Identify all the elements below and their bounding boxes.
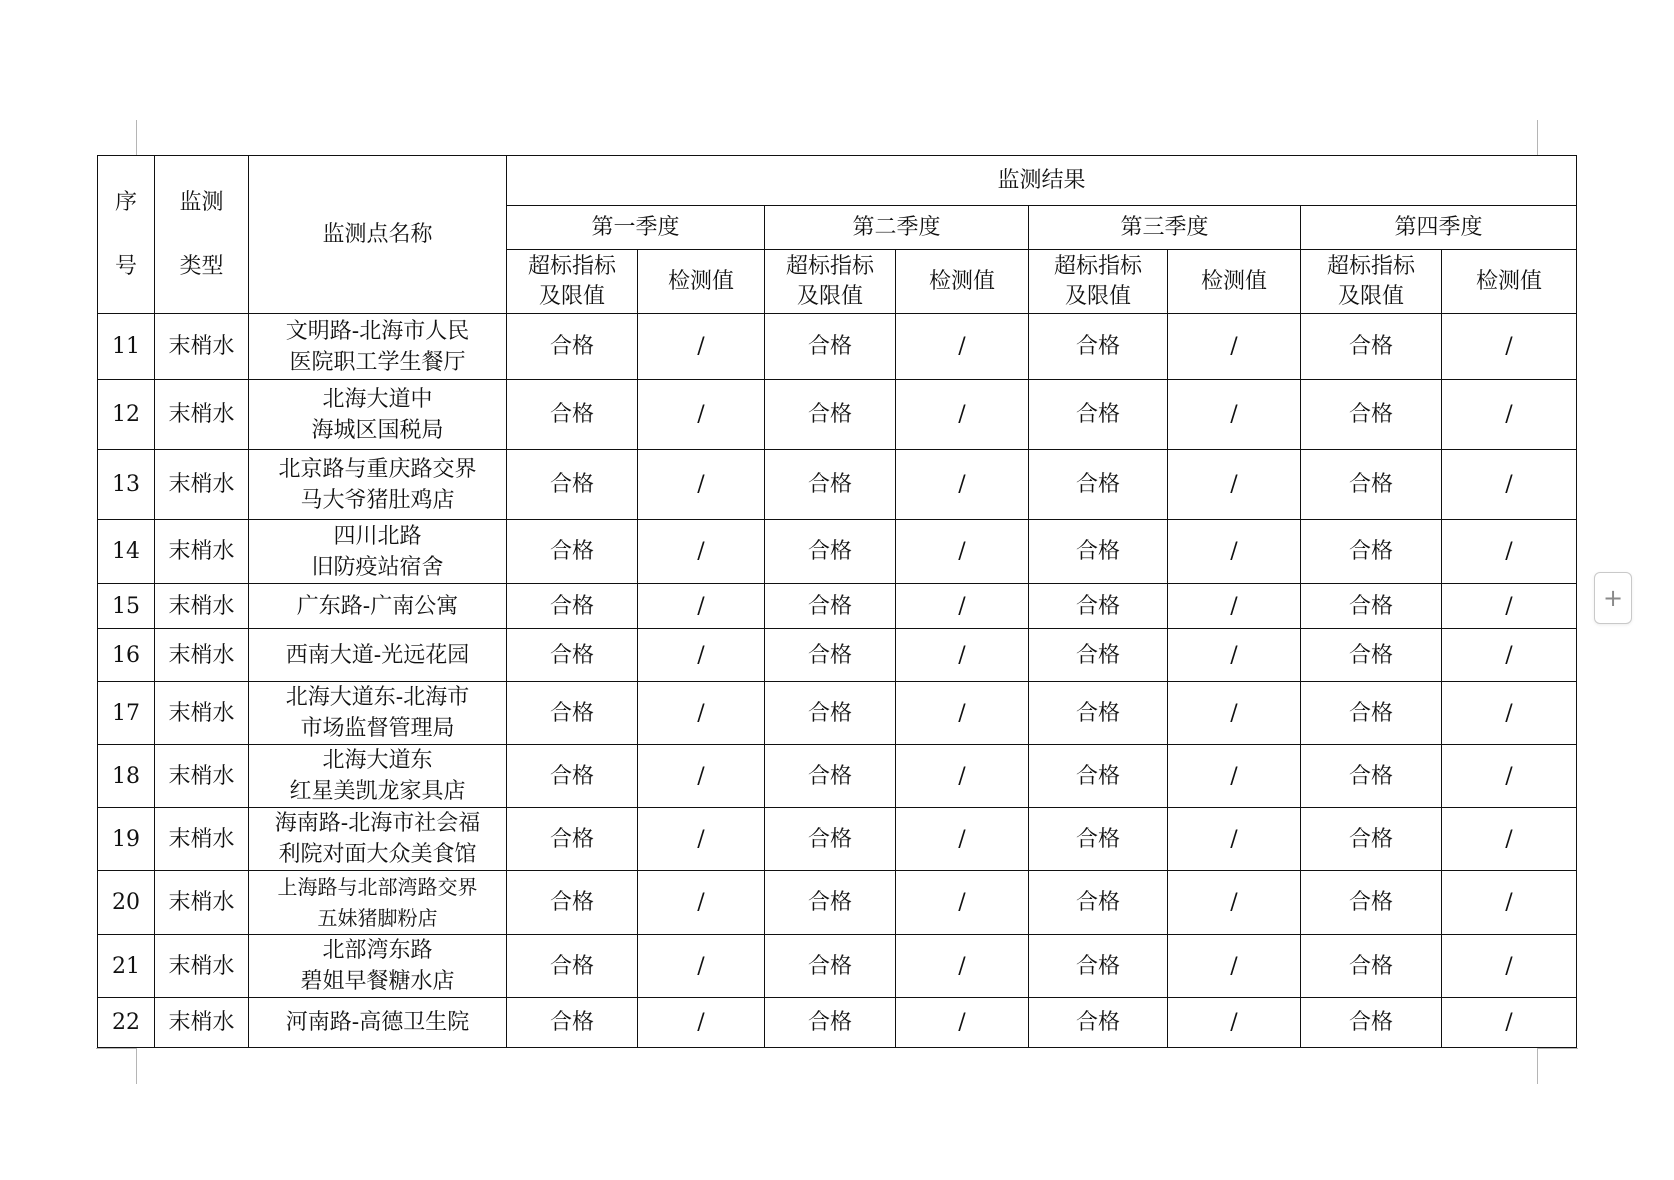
exceed-result: 合格 (1301, 808, 1442, 871)
measured-value: / (1442, 520, 1577, 584)
measured-value: / (1168, 450, 1301, 520)
header-quarter-1: 第一季度 (507, 206, 765, 250)
exceed-result: 合格 (507, 380, 638, 450)
measured-value: / (1442, 808, 1577, 871)
exceed-result: 合格 (1029, 380, 1168, 450)
exceed-result: 合格 (507, 871, 638, 935)
measured-value: / (638, 520, 765, 584)
header-type: 监测 类型 (155, 156, 249, 314)
measured-value: / (896, 682, 1029, 745)
measured-value: / (1168, 520, 1301, 584)
header-exceed: 超标指标 及限值 (1301, 250, 1442, 314)
measured-value: / (1442, 745, 1577, 808)
monitor-type: 末梢水 (155, 745, 249, 808)
header-results: 监测结果 (507, 156, 1577, 206)
header-site: 监测点名称 (249, 156, 507, 314)
table-row (98, 584, 1577, 629)
measured-value: / (638, 682, 765, 745)
header-exceed: 超标指标 及限值 (507, 250, 638, 314)
site-name: 广东路-广南公寓 (249, 584, 507, 629)
exceed-result: 合格 (507, 629, 638, 682)
monitor-type: 末梢水 (155, 998, 249, 1048)
add-icon[interactable]: + (1594, 572, 1632, 624)
site-name: 北海大道东-北海市 市场监督管理局 (249, 682, 507, 745)
measured-value: / (896, 629, 1029, 682)
measured-value: / (638, 629, 765, 682)
header-seq: 序 号 (98, 156, 155, 314)
measured-value: / (638, 450, 765, 520)
table-row (98, 871, 1577, 935)
measured-value: / (1168, 871, 1301, 935)
exceed-result: 合格 (1029, 935, 1168, 998)
exceed-result: 合格 (507, 998, 638, 1048)
measured-value: / (1168, 935, 1301, 998)
measured-value: / (638, 380, 765, 450)
site-name: 海南路-北海市社会福 利院对面大众美食馆 (249, 808, 507, 871)
header-measured: 检测值 (896, 250, 1029, 314)
exceed-result: 合格 (507, 450, 638, 520)
header-quarter-4: 第四季度 (1301, 206, 1577, 250)
measured-value: / (1168, 745, 1301, 808)
monitoring-table (97, 155, 1577, 1048)
row-number: 11 (98, 314, 155, 380)
measured-value: / (896, 871, 1029, 935)
measured-value: / (638, 998, 765, 1048)
exceed-result: 合格 (507, 682, 638, 745)
monitor-type: 末梢水 (155, 629, 249, 682)
measured-value: / (1442, 629, 1577, 682)
crop-mark-top-right (1537, 120, 1578, 155)
site-name: 北海大道东 红星美凯龙家具店 (249, 745, 507, 808)
monitor-type: 末梢水 (155, 871, 249, 935)
table-row (98, 808, 1577, 871)
measured-value: / (1442, 584, 1577, 629)
monitor-type: 末梢水 (155, 682, 249, 745)
measured-value: / (1442, 998, 1577, 1048)
monitor-type: 末梢水 (155, 450, 249, 520)
table-row (98, 682, 1577, 745)
exceed-result: 合格 (1301, 935, 1442, 998)
table-row (98, 450, 1577, 520)
exceed-result: 合格 (1029, 808, 1168, 871)
crop-mark-top-left (96, 120, 137, 155)
header-exceed: 超标指标 及限值 (1029, 250, 1168, 314)
row-number: 13 (98, 450, 155, 520)
measured-value: / (1442, 871, 1577, 935)
measured-value: / (896, 520, 1029, 584)
measured-value: / (1168, 380, 1301, 450)
monitor-type: 末梢水 (155, 380, 249, 450)
exceed-result: 合格 (765, 380, 896, 450)
monitor-type: 末梢水 (155, 584, 249, 629)
row-number: 22 (98, 998, 155, 1048)
monitor-type: 末梢水 (155, 520, 249, 584)
table-row (98, 314, 1577, 380)
exceed-result: 合格 (1301, 745, 1442, 808)
measured-value: / (638, 935, 765, 998)
measured-value: / (896, 745, 1029, 808)
table-row (98, 998, 1577, 1048)
measured-value: / (1442, 450, 1577, 520)
site-name: 四川北路 旧防疫站宿舍 (249, 520, 507, 584)
exceed-result: 合格 (1301, 682, 1442, 745)
row-number: 14 (98, 520, 155, 584)
exceed-result: 合格 (765, 998, 896, 1048)
measured-value: / (638, 871, 765, 935)
site-name: 西南大道-光远花园 (249, 629, 507, 682)
exceed-result: 合格 (765, 745, 896, 808)
row-number: 15 (98, 584, 155, 629)
site-name: 北部湾东路 碧姐早餐糖水店 (249, 935, 507, 998)
measured-value: / (896, 935, 1029, 998)
exceed-result: 合格 (765, 629, 896, 682)
monitor-type: 末梢水 (155, 935, 249, 998)
exceed-result: 合格 (1029, 998, 1168, 1048)
exceed-result: 合格 (765, 520, 896, 584)
measured-value: / (896, 380, 1029, 450)
site-name: 河南路-高德卫生院 (249, 998, 507, 1048)
exceed-result: 合格 (507, 808, 638, 871)
exceed-result: 合格 (1301, 520, 1442, 584)
exceed-result: 合格 (765, 871, 896, 935)
exceed-result: 合格 (765, 314, 896, 380)
row-number: 16 (98, 629, 155, 682)
table-row (98, 629, 1577, 682)
table-row (98, 520, 1577, 584)
header-quarter-3: 第三季度 (1029, 206, 1301, 250)
measured-value: / (896, 808, 1029, 871)
measured-value: / (638, 745, 765, 808)
exceed-result: 合格 (507, 584, 638, 629)
header-measured: 检测值 (638, 250, 765, 314)
exceed-result: 合格 (1301, 450, 1442, 520)
measured-value: / (896, 450, 1029, 520)
header-quarter-2: 第二季度 (765, 206, 1029, 250)
site-name: 文明路-北海市人民 医院职工学生餐厅 (249, 314, 507, 380)
monitor-type: 末梢水 (155, 808, 249, 871)
exceed-result: 合格 (1029, 584, 1168, 629)
exceed-result: 合格 (765, 935, 896, 998)
exceed-result: 合格 (507, 935, 638, 998)
table-row (98, 745, 1577, 808)
measured-value: / (1168, 314, 1301, 380)
measured-value: / (896, 314, 1029, 380)
measured-value: / (896, 998, 1029, 1048)
row-number: 18 (98, 745, 155, 808)
row-number: 20 (98, 871, 155, 935)
exceed-result: 合格 (1029, 520, 1168, 584)
table-row (98, 935, 1577, 998)
exceed-result: 合格 (1029, 871, 1168, 935)
crop-mark-bottom-right (1537, 1048, 1578, 1084)
exceed-result: 合格 (765, 450, 896, 520)
site-name: 北海大道中 海城区国税局 (249, 380, 507, 450)
exceed-result: 合格 (1301, 871, 1442, 935)
exceed-result: 合格 (507, 314, 638, 380)
measured-value: / (1442, 314, 1577, 380)
measured-value: / (1168, 629, 1301, 682)
measured-value: / (638, 808, 765, 871)
exceed-result: 合格 (765, 808, 896, 871)
header-measured: 检测值 (1442, 250, 1577, 314)
measured-value: / (1168, 808, 1301, 871)
exceed-result: 合格 (1301, 584, 1442, 629)
exceed-result: 合格 (1029, 682, 1168, 745)
exceed-result: 合格 (1029, 314, 1168, 380)
measured-value: / (1168, 584, 1301, 629)
exceed-result: 合格 (1301, 314, 1442, 380)
exceed-result: 合格 (765, 682, 896, 745)
site-name: 上海路与北部湾路交界 五妹猪脚粉店 (249, 871, 507, 935)
header-row-1 (98, 156, 1577, 206)
measured-value: / (638, 584, 765, 629)
site-name: 北京路与重庆路交界 马大爷猪肚鸡店 (249, 450, 507, 520)
exceed-result: 合格 (507, 745, 638, 808)
header-measured: 检测值 (1168, 250, 1301, 314)
measured-value: / (1442, 682, 1577, 745)
exceed-result: 合格 (1029, 745, 1168, 808)
row-number: 21 (98, 935, 155, 998)
measured-value: / (1168, 682, 1301, 745)
crop-mark-bottom-left (96, 1048, 137, 1084)
row-number: 17 (98, 682, 155, 745)
measured-value: / (638, 314, 765, 380)
exceed-result: 合格 (765, 584, 896, 629)
exceed-result: 合格 (1029, 450, 1168, 520)
table-row (98, 380, 1577, 450)
exceed-result: 合格 (1301, 629, 1442, 682)
exceed-result: 合格 (1301, 380, 1442, 450)
measured-value: / (896, 584, 1029, 629)
exceed-result: 合格 (507, 520, 638, 584)
measured-value: / (1168, 998, 1301, 1048)
monitor-type: 末梢水 (155, 314, 249, 380)
row-number: 19 (98, 808, 155, 871)
exceed-result: 合格 (1301, 998, 1442, 1048)
measured-value: / (1442, 380, 1577, 450)
exceed-result: 合格 (1029, 629, 1168, 682)
row-number: 12 (98, 380, 155, 450)
header-exceed: 超标指标 及限值 (765, 250, 896, 314)
measured-value: / (1442, 935, 1577, 998)
